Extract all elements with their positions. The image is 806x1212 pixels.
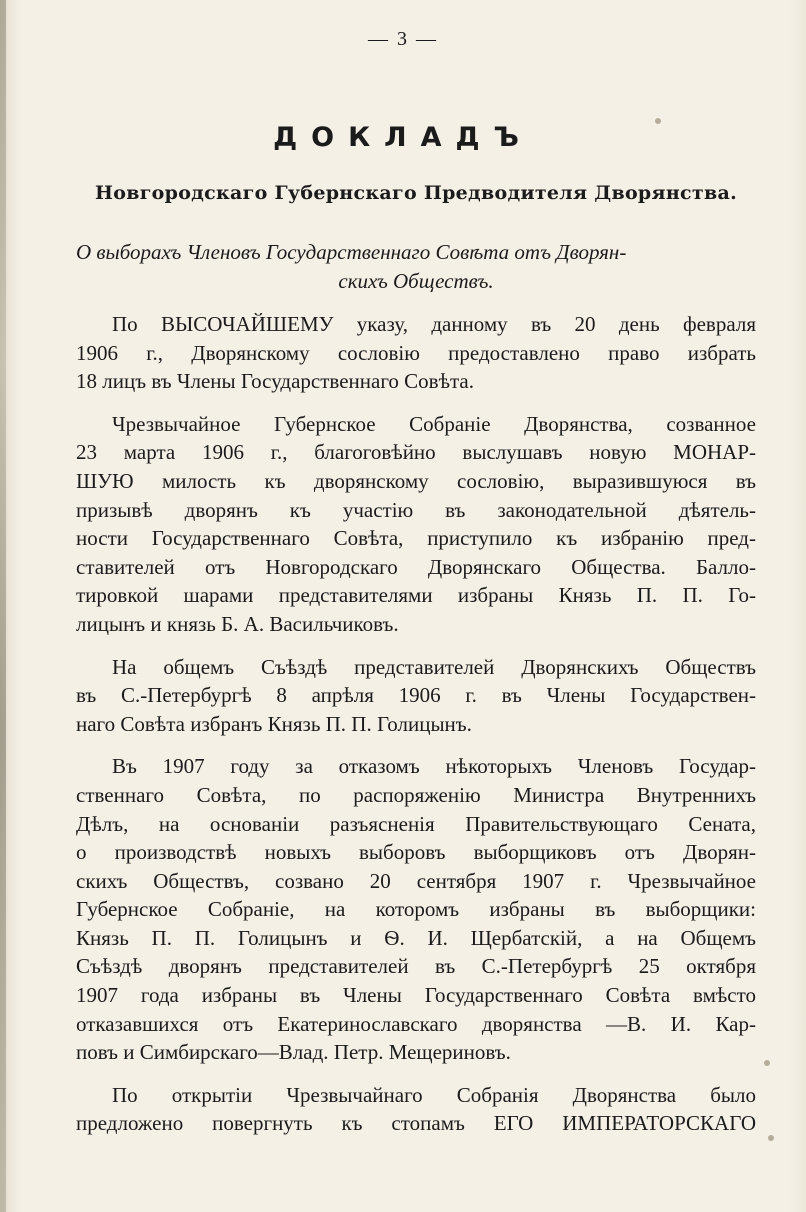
- text-line: ШУЮ милость къ дворянскому сословію, выразившуюся въ: [76, 468, 756, 493]
- text-line: тировкой шарами представителями избраны Князь П. П. Го-: [76, 583, 756, 608]
- text-line: Въ 1907 году за отказомъ нѣкоторыхъ Членовъ Государ-: [112, 754, 756, 779]
- text-line: Дѣлъ, на основаніи разъясненія Правительствующаго Сената,: [76, 811, 756, 836]
- text-line: ственнаго Совѣта, по распоряженію Министра Внутреннихъ: [76, 782, 756, 807]
- section-heading: [76, 238, 756, 296]
- text-line: призывѣ дворянъ къ участію въ законодательной дѣятель-: [76, 497, 756, 522]
- page-binding-edge: [0, 0, 6, 1212]
- text-line: ставителей отъ Новгородскаго Дворянскаго Общества. Балло-: [76, 554, 756, 579]
- section-heading-line: О выборахъ Членовъ Государственнаго Совѣта отъ Дворян-: [76, 240, 627, 264]
- text-line: предложено повергнуть къ стопамъ ЕГО ИМПЕРАТОРСКАГО: [76, 1111, 756, 1136]
- text-line: По открытіи Чрезвычайнаго Собранія Дворянства было: [112, 1082, 756, 1107]
- document-title: ДОКЛАДЪ: [273, 122, 533, 153]
- text-line: лицынъ и князь Б. А. Васильчиковъ.: [76, 611, 399, 636]
- text-line: Съѣздѣ дворянъ представителей въ С.-Петербургѣ 25 октября: [76, 954, 756, 979]
- document-body: [76, 310, 756, 1152]
- text-line: 23 марта 1906 г., благоговѣйно выслушавъ новую МОНАР-: [76, 440, 756, 465]
- document-subtitle: Новгородскаго Губернскаго Предводителя Дворянства.: [94, 182, 738, 204]
- text-line: На общемъ Съѣздѣ представителей Дворянскихъ Обществъ: [112, 654, 756, 679]
- text-line: По ВЫСОЧАЙШЕМУ указу, данному въ 20 день февраля: [112, 312, 756, 336]
- paragraph: [76, 752, 756, 1067]
- section-heading-line: скихъ Обществъ.: [338, 269, 494, 293]
- paragraph: [76, 653, 756, 739]
- text-line: Князь П. П. Голицынъ и Ѳ. И. Щербатскій, а на Общемъ: [76, 925, 756, 950]
- text-line: 1907 года избраны въ Члены Государственнаго Совѣта вмѣсто: [76, 983, 756, 1008]
- ink-speck: [655, 118, 661, 124]
- text-line: въ С.-Петербургѣ 8 апрѣля 1906 г. въ Члены Государствен-: [76, 683, 756, 708]
- text-line: наго Совѣта избранъ Князь П. П. Голицынъ.: [76, 711, 472, 736]
- ink-speck: [768, 1135, 774, 1141]
- paragraph: [76, 410, 756, 639]
- page-number: — 3 —: [368, 28, 438, 50]
- text-line: отказавшихся отъ Екатеринославскаго дворянства —В. И. Кар-: [76, 1011, 756, 1036]
- paragraph: [76, 310, 756, 396]
- text-line: Губернское Собраніе, на которомъ избраны въ выборщики:: [76, 897, 756, 922]
- text-line: ности Государственнаго Совѣта, приступило къ избранію пред-: [76, 526, 756, 551]
- text-line: о производствѣ новыхъ выборовъ выборщиковъ отъ Дворян-: [76, 840, 756, 865]
- text-line: скихъ Обществъ, созвано 20 сентября 1907 г. Чрезвычайное: [76, 868, 756, 893]
- text-line: 1906 г., Дворянскому сословію предоставлено право избрать: [76, 340, 756, 365]
- paragraph: [76, 1081, 756, 1138]
- ink-speck: [764, 1060, 770, 1066]
- text-line: повъ и Симбирскаго—Влад. Петр. Мещериновъ.: [76, 1040, 511, 1065]
- text-line: Чрезвычайное Губернское Собраніе Дворянства, созванное: [112, 411, 756, 436]
- text-line: 18 лицъ въ Члены Государственнаго Совѣта.: [76, 369, 474, 394]
